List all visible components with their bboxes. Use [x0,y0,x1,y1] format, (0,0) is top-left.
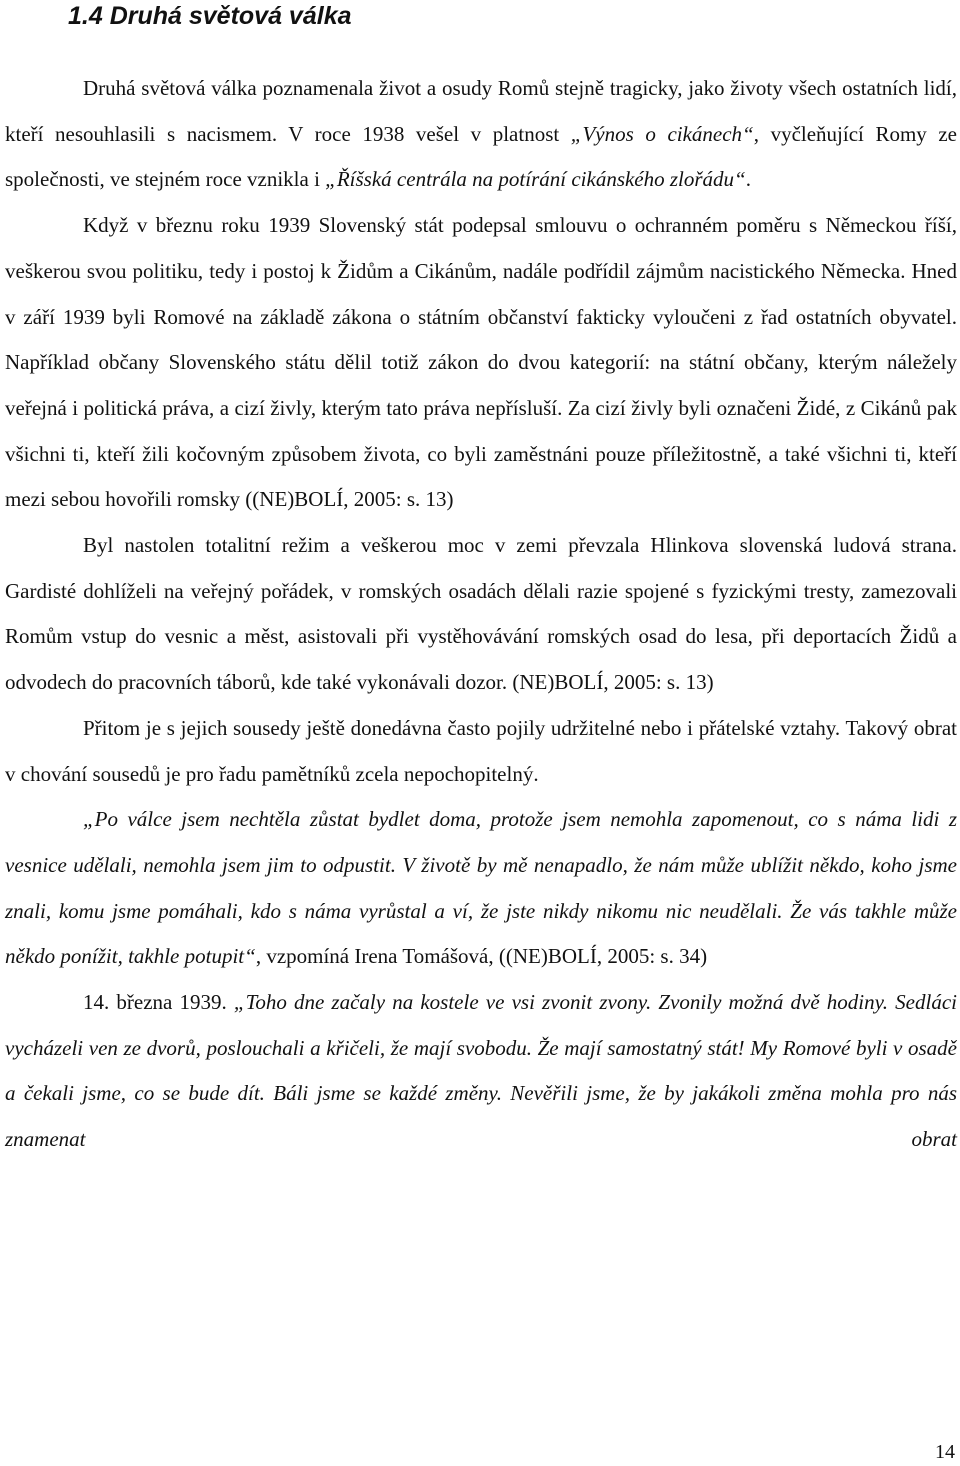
intro-text-3: . [745,167,751,192]
decree-title: „Výnos o cikánech“ [570,121,754,146]
body-text [5,66,957,1163]
date-label: 14. března 1939. [83,990,234,1015]
march-quote: „Toho dne začaly na kostele ve vsi zvonit zvony. Zvonily možná dvě hodiny. Sedláci vycházeli ven ze dvorů, poslouchali a křičeli, že mají svobodu. Že mají samostatný stát! My Romové byli v osadě a čekali jsme, co se bude dít. Báli jsme se každé změny. Nevěřili jsme, že by jakákoli změna mohla pro nás znamenat obrat [5,990,957,1152]
central-office-title: „Říšská centrála na potírání cikánského zlořádu“ [325,167,746,192]
memory-attribution: , vzpomíná Irena Tomášová, ((NE)BOLÍ, 2005: s. 34) [255,944,708,969]
page-number: 14 [935,1441,955,1463]
paragraph-memory-quote [5,797,957,980]
paragraph-intro [5,66,957,203]
intro-text-1: Druhá světová válka poznamenala život a osudy Romů stejně tragicky, jako životy všech ostatních lidí, kteří nesouhlasili s nacismem. V roce 1938 vešel v platnost [5,76,957,146]
paragraph-neighbours: Přitom je s jejich sousedy ještě donedávna často pojily udržitelné nebo i přátelské vztahy. Takový obrat v chování sousedů je pro řadu pamětníků zcela nepochopitelný. [5,715,957,786]
paragraph-totalitarian-regime: Byl nastolen totalitní režim a veškerou moc v zemi převzala Hlinkova slovenská ludová strana. Gardisté dohlíželi na veřejný pořádek, v romských osadách dělali razie spojené s fyzickými tresty, zamezovali Romům vstup do vesnic a měst, asistovali při vystěhovávání romských osad do lesa, při deportacích Židů a odvodech do pracovních táborů, kde také vykonávali dozor. (NE)BOLÍ, 2005: s. 13) [5,533,957,695]
paragraph-march-1939 [5,980,957,1163]
section-heading: 1.4 Druhá světová válka [68,2,352,30]
memory-quote: „Po válce jsem nechtěla zůstat bydlet doma, protože jsem nemohla zapomenout, co s náma lidi z vesnice udělali, nemohla jsem jim to odpustit. V životě by mě nenapadlo, že nám může ublížit někdo, koho jsme znali, komu jsme pomáhali, kdo s náma vyrůstal a ví, že jste nikdy nikomu nic neudělali. Že vás takhle může někdo ponížit, takhle potupit“ [5,807,957,969]
paragraph-slovak-state: Když v březnu roku 1939 Slovenský stát podepsal smlouvu o ochranném poměru s Německou říší, veškerou svou politiku, tedy i postoj k Židům a Cikánům, nadále podřídil zájmům nacistického Německa. Hned v září 1939 byli Romové na základě zákona o státním občanství fakticky vyloučeni z řad ostatních obyvatel. Například občany Slovenského státu dělil totiž zákon do dvou kategorií: na státní občany, kterým náležely veřejná i politická práva, a cizí živly, kterým tato práva nepřísluší. Za cizí živly byli označeni Židé, z Cikánů pak všichni ti, kteří žili kočovným způsobem života, co byli zaměstnáni pouze příležitostně, a také všichni ti, kteří mezi sebou hovořili romsky ((NE)BOLÍ, 2005: s. 13) [5,213,957,512]
intro-text-2: , vyčleňující Romy ze společnosti, ve stejném roce vznikla i [5,121,958,192]
